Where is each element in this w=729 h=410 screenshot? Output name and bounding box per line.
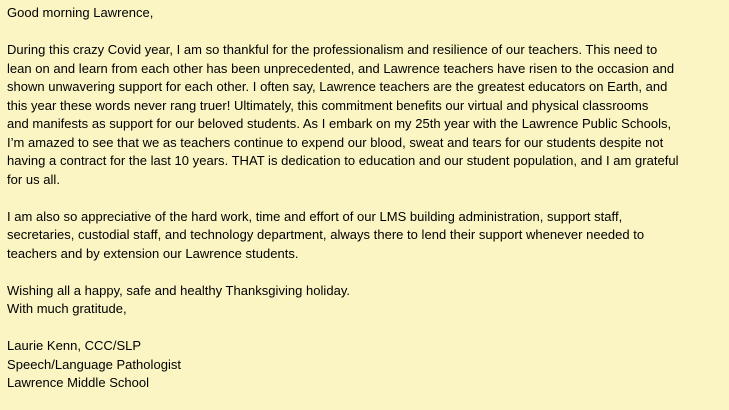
paragraph-gap (7, 263, 722, 282)
signature-block (7, 337, 722, 393)
paragraph-line: and manifests as support for our beloved students. As I embark on my 25th year with the Lawrence Public Schools, (7, 116, 672, 131)
paragraph-gap (7, 23, 722, 42)
paragraph-gap (7, 189, 722, 208)
paragraph-line: I am also so appreciative of the hard work, time and effort of our LMS building administration, support staff, (7, 208, 623, 224)
paragraph-line: shown unwavering support for each other. I often say, Lawrence teachers are the greatest educators on Earth, and (7, 79, 668, 94)
paragraph-line: for us all. (7, 171, 60, 187)
greeting: Good morning Lawrence, (7, 5, 154, 20)
closing-line: Wishing all a happy, safe and healthy Thanksgiving holiday. (7, 282, 351, 298)
paragraph-gap (7, 319, 722, 338)
signature-name: Laurie Kenn, CCC/SLP (7, 338, 142, 353)
paragraph-thanks-teachers (7, 41, 722, 189)
paragraph-thanks-staff (7, 208, 722, 264)
paragraph-line: secretaries, custodial staff, and technology department, always there to lend their support whenever needed to (7, 227, 645, 242)
closing-line: With much gratitude, (7, 301, 127, 316)
paragraph-line: having a contract for the last 10 years. THAT is dedication to education and our student population, and I am grateful (7, 153, 679, 168)
signature-school: Lawrence Middle School (7, 375, 150, 390)
closing (7, 282, 722, 319)
paragraph-line: During this crazy Covid year, I am so thankful for the professionalism and resilience of our teachers. This need to (7, 42, 658, 57)
paragraph-line: I’m amazed to see that we as teachers continue to expend our blood, sweat and tears for our students despite not (7, 134, 664, 150)
paragraph-line: this year these words never rang truer! Ultimately, this commitment benefits our virtual and physical classrooms (7, 97, 649, 113)
paragraph-line: teachers and by extension our Lawrence students. (7, 245, 299, 261)
paragraph-line: lean on and learn from each other has been unprecedented, and Lawrence teachers have risen to the occasion and (7, 60, 675, 76)
signature-title: Speech/Language Pathologist (7, 356, 182, 372)
